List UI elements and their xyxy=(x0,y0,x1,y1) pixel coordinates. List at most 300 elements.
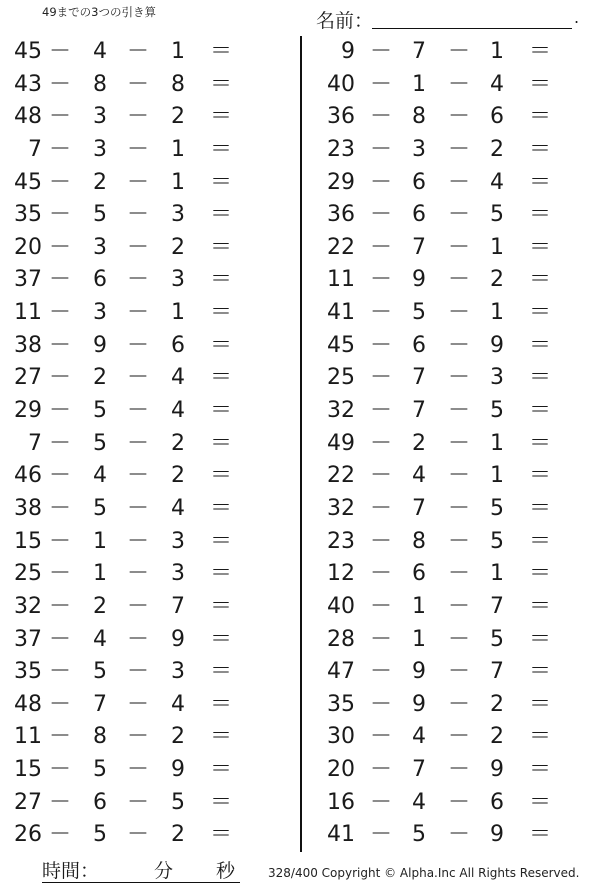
minus-sign: － xyxy=(447,365,470,391)
minus-sign: － xyxy=(48,561,71,587)
minus-sign: － xyxy=(48,300,71,326)
problem-row xyxy=(0,591,300,624)
equals-sign: ＝ xyxy=(528,724,551,750)
minus-sign: － xyxy=(48,757,71,783)
subtrahend-2: 3 xyxy=(490,365,504,391)
subtrahend-1: 3 xyxy=(93,300,107,326)
problem-row xyxy=(0,624,300,657)
subtrahend-1: 2 xyxy=(412,430,426,456)
minus-sign: － xyxy=(126,495,149,521)
minus-sign: － xyxy=(447,104,470,130)
subtrahend-2: 1 xyxy=(490,39,504,64)
subtrahend-2: 2 xyxy=(171,822,185,848)
problem-row xyxy=(303,526,600,559)
subtrahend-2: 9 xyxy=(490,822,504,848)
minus-sign: － xyxy=(447,300,470,326)
minus-sign: － xyxy=(447,593,470,619)
minuend: 7 xyxy=(28,136,42,162)
problem-row xyxy=(303,819,600,852)
subtrahend-1: 9 xyxy=(412,267,426,293)
minus-sign: － xyxy=(48,39,71,64)
subtrahend-1: 1 xyxy=(93,528,107,554)
minus-sign: － xyxy=(369,267,392,293)
minuend: 27 xyxy=(14,365,42,391)
minuend: 25 xyxy=(327,365,355,391)
subtrahend-2: 5 xyxy=(171,789,185,815)
minus-sign: － xyxy=(369,136,392,162)
minus-sign: － xyxy=(126,365,149,391)
subtrahend-2: 2 xyxy=(171,234,185,260)
subtrahend-1: 8 xyxy=(93,724,107,750)
minus-sign: － xyxy=(126,561,149,587)
equals-sign: ＝ xyxy=(209,136,232,162)
minus-sign: － xyxy=(447,626,470,652)
minuend: 46 xyxy=(14,463,42,489)
problem-row xyxy=(0,297,300,330)
subtrahend-2: 3 xyxy=(171,659,185,685)
left-problem-column xyxy=(0,36,300,852)
equals-sign: ＝ xyxy=(528,398,551,424)
equals-sign: ＝ xyxy=(528,495,551,521)
equals-sign: ＝ xyxy=(209,561,232,587)
minus-sign: － xyxy=(126,626,149,652)
minus-sign: － xyxy=(126,267,149,293)
subtrahend-1: 5 xyxy=(93,430,107,456)
subtrahend-2: 5 xyxy=(490,495,504,521)
minus-sign: － xyxy=(369,822,392,848)
minus-sign: － xyxy=(369,169,392,195)
subtrahend-2: 9 xyxy=(171,757,185,783)
equals-sign: ＝ xyxy=(528,332,551,358)
subtrahend-1: 7 xyxy=(412,365,426,391)
subtrahend-1: 7 xyxy=(412,39,426,64)
minuend: 26 xyxy=(14,822,42,848)
subtrahend-1: 1 xyxy=(93,561,107,587)
minuend: 37 xyxy=(14,267,42,293)
subtrahend-2: 5 xyxy=(490,398,504,424)
subtrahend-2: 7 xyxy=(171,593,185,619)
subtrahend-2: 3 xyxy=(171,528,185,554)
subtrahend-2: 2 xyxy=(490,691,504,717)
minus-sign: － xyxy=(126,593,149,619)
minuend: 16 xyxy=(327,789,355,815)
subtrahend-2: 9 xyxy=(490,757,504,783)
column-divider xyxy=(300,36,302,852)
minus-sign: － xyxy=(369,234,392,260)
minuend: 48 xyxy=(14,104,42,130)
equals-sign: ＝ xyxy=(528,430,551,456)
minus-sign: － xyxy=(48,822,71,848)
subtrahend-2: 2 xyxy=(171,104,185,130)
minuend: 45 xyxy=(327,332,355,358)
name-dot: . xyxy=(574,8,580,27)
minuend: 47 xyxy=(327,659,355,685)
equals-sign: ＝ xyxy=(528,71,551,97)
equals-sign: ＝ xyxy=(528,300,551,326)
minuend: 38 xyxy=(14,495,42,521)
minus-sign: － xyxy=(48,202,71,228)
minutes-label: 分 xyxy=(154,860,174,882)
minuend: 12 xyxy=(327,561,355,587)
equals-sign: ＝ xyxy=(528,757,551,783)
subtrahend-1: 4 xyxy=(93,463,107,489)
equals-sign: ＝ xyxy=(209,104,232,130)
equals-sign: ＝ xyxy=(209,71,232,97)
minus-sign: － xyxy=(126,104,149,130)
problem-row xyxy=(303,493,600,526)
problem-row xyxy=(303,428,600,461)
minus-sign: － xyxy=(447,267,470,293)
minus-sign: － xyxy=(447,561,470,587)
subtrahend-1: 3 xyxy=(412,136,426,162)
subtrahend-1: 5 xyxy=(93,202,107,228)
problem-row xyxy=(303,591,600,624)
minus-sign: － xyxy=(369,332,392,358)
subtrahend-2: 6 xyxy=(490,104,504,130)
problem-row xyxy=(0,199,300,232)
problem-row xyxy=(303,656,600,689)
subtrahend-1: 1 xyxy=(412,71,426,97)
minuend: 15 xyxy=(14,757,42,783)
minus-sign: － xyxy=(369,626,392,652)
time-label: 時間： xyxy=(42,860,100,882)
problem-row xyxy=(0,330,300,363)
minuend: 20 xyxy=(327,757,355,783)
subtrahend-2: 2 xyxy=(490,267,504,293)
subtrahend-1: 4 xyxy=(412,463,426,489)
equals-sign: ＝ xyxy=(528,136,551,162)
subtrahend-2: 1 xyxy=(490,463,504,489)
problem-row xyxy=(0,428,300,461)
equals-sign: ＝ xyxy=(528,463,551,489)
problem-row xyxy=(0,819,300,852)
minus-sign: － xyxy=(369,430,392,456)
minus-sign: － xyxy=(447,430,470,456)
minus-sign: － xyxy=(48,724,71,750)
minuend: 32 xyxy=(327,398,355,424)
seconds-label: 秒 xyxy=(216,860,236,882)
minus-sign: － xyxy=(48,659,71,685)
minuend: 40 xyxy=(327,593,355,619)
equals-sign: ＝ xyxy=(528,789,551,815)
minus-sign: － xyxy=(447,691,470,717)
minus-sign: － xyxy=(447,332,470,358)
minus-sign: － xyxy=(447,234,470,260)
subtrahend-1: 5 xyxy=(93,757,107,783)
minuend: 36 xyxy=(327,104,355,130)
equals-sign: ＝ xyxy=(209,332,232,358)
equals-sign: ＝ xyxy=(209,724,232,750)
minus-sign: － xyxy=(48,463,71,489)
subtrahend-1: 2 xyxy=(93,365,107,391)
minus-sign: － xyxy=(48,365,71,391)
problem-row xyxy=(0,264,300,297)
subtrahend-2: 2 xyxy=(171,463,185,489)
equals-sign: ＝ xyxy=(528,659,551,685)
minus-sign: － xyxy=(447,136,470,162)
minus-sign: － xyxy=(369,789,392,815)
problem-row xyxy=(303,264,600,297)
minus-sign: － xyxy=(126,528,149,554)
subtrahend-2: 2 xyxy=(490,724,504,750)
equals-sign: ＝ xyxy=(528,626,551,652)
problem-row xyxy=(303,101,600,134)
minus-sign: － xyxy=(48,398,71,424)
subtrahend-1: 4 xyxy=(93,39,107,64)
subtrahend-2: 7 xyxy=(490,593,504,619)
right-problem-column xyxy=(303,36,600,852)
minus-sign: － xyxy=(369,39,392,64)
subtrahend-2: 1 xyxy=(171,169,185,195)
equals-sign: ＝ xyxy=(528,561,551,587)
problem-row xyxy=(303,167,600,200)
subtrahend-1: 3 xyxy=(93,104,107,130)
equals-sign: ＝ xyxy=(528,822,551,848)
subtrahend-2: 6 xyxy=(490,789,504,815)
minus-sign: － xyxy=(447,528,470,554)
problem-row xyxy=(0,167,300,200)
minuend: 30 xyxy=(327,724,355,750)
equals-sign: ＝ xyxy=(209,267,232,293)
minus-sign: － xyxy=(126,430,149,456)
minus-sign: － xyxy=(369,757,392,783)
subtrahend-2: 1 xyxy=(171,300,185,326)
problem-row xyxy=(303,689,600,722)
minus-sign: － xyxy=(48,136,71,162)
minuend: 11 xyxy=(327,267,355,293)
problem-row xyxy=(303,624,600,657)
subtrahend-1: 5 xyxy=(93,495,107,521)
subtrahend-1: 5 xyxy=(93,822,107,848)
minuend: 9 xyxy=(341,39,355,64)
minus-sign: － xyxy=(126,332,149,358)
minus-sign: － xyxy=(369,104,392,130)
equals-sign: ＝ xyxy=(209,626,232,652)
subtrahend-2: 1 xyxy=(171,136,185,162)
minus-sign: － xyxy=(447,202,470,228)
equals-sign: ＝ xyxy=(209,234,232,260)
problem-row xyxy=(0,754,300,787)
problem-row xyxy=(0,69,300,102)
subtrahend-1: 8 xyxy=(93,71,107,97)
equals-sign: ＝ xyxy=(209,822,232,848)
minuend: 7 xyxy=(28,430,42,456)
problem-row xyxy=(0,493,300,526)
equals-sign: ＝ xyxy=(209,430,232,456)
minuend: 15 xyxy=(14,528,42,554)
equals-sign: ＝ xyxy=(209,789,232,815)
minus-sign: － xyxy=(126,463,149,489)
equals-sign: ＝ xyxy=(528,593,551,619)
minus-sign: － xyxy=(126,659,149,685)
minuend: 35 xyxy=(327,691,355,717)
problem-row xyxy=(303,787,600,820)
subtrahend-2: 1 xyxy=(171,39,185,64)
minuend: 35 xyxy=(14,659,42,685)
subtrahend-2: 2 xyxy=(171,724,185,750)
problem-row xyxy=(0,134,300,167)
subtrahend-2: 1 xyxy=(490,300,504,326)
problem-row xyxy=(0,395,300,428)
subtrahend-1: 8 xyxy=(412,104,426,130)
minus-sign: － xyxy=(126,169,149,195)
subtrahend-2: 6 xyxy=(171,332,185,358)
problem-row xyxy=(0,526,300,559)
subtrahend-2: 5 xyxy=(490,528,504,554)
problem-row xyxy=(303,721,600,754)
problem-row xyxy=(303,558,600,591)
minus-sign: － xyxy=(48,430,71,456)
problem-row xyxy=(0,460,300,493)
minus-sign: － xyxy=(369,202,392,228)
subtrahend-2: 9 xyxy=(171,626,185,652)
minus-sign: － xyxy=(126,300,149,326)
problem-row xyxy=(0,787,300,820)
subtrahend-2: 4 xyxy=(171,398,185,424)
minuend: 23 xyxy=(327,528,355,554)
time-field xyxy=(42,856,240,883)
equals-sign: ＝ xyxy=(209,593,232,619)
equals-sign: ＝ xyxy=(209,495,232,521)
equals-sign: ＝ xyxy=(528,365,551,391)
subtrahend-2: 4 xyxy=(490,169,504,195)
equals-sign: ＝ xyxy=(209,365,232,391)
subtrahend-1: 9 xyxy=(412,659,426,685)
equals-sign: ＝ xyxy=(209,463,232,489)
problem-row xyxy=(303,395,600,428)
minuend: 22 xyxy=(327,234,355,260)
minuend: 32 xyxy=(14,593,42,619)
minus-sign: － xyxy=(447,659,470,685)
subtrahend-1: 1 xyxy=(412,593,426,619)
subtrahend-1: 7 xyxy=(412,234,426,260)
minus-sign: － xyxy=(369,691,392,717)
minuend: 48 xyxy=(14,691,42,717)
equals-sign: ＝ xyxy=(528,528,551,554)
subtrahend-1: 6 xyxy=(412,202,426,228)
subtrahend-2: 4 xyxy=(171,691,185,717)
minuend: 25 xyxy=(14,561,42,587)
problem-row xyxy=(303,134,600,167)
minus-sign: － xyxy=(126,136,149,162)
minus-sign: － xyxy=(48,71,71,97)
minus-sign: － xyxy=(369,659,392,685)
minus-sign: － xyxy=(126,39,149,64)
equals-sign: ＝ xyxy=(209,757,232,783)
minuend: 38 xyxy=(14,332,42,358)
minus-sign: － xyxy=(369,561,392,587)
minuend: 36 xyxy=(327,202,355,228)
subtrahend-1: 3 xyxy=(93,136,107,162)
minus-sign: － xyxy=(369,300,392,326)
equals-sign: ＝ xyxy=(209,659,232,685)
subtrahend-1: 1 xyxy=(412,626,426,652)
subtrahend-1: 5 xyxy=(412,300,426,326)
minus-sign: － xyxy=(369,398,392,424)
equals-sign: ＝ xyxy=(528,267,551,293)
minuend: 11 xyxy=(14,724,42,750)
subtrahend-1: 3 xyxy=(93,234,107,260)
minus-sign: － xyxy=(369,528,392,554)
subtrahend-1: 7 xyxy=(412,495,426,521)
minus-sign: － xyxy=(447,398,470,424)
subtrahend-1: 5 xyxy=(412,822,426,848)
name-label: 名前： xyxy=(316,10,374,32)
problem-row xyxy=(0,36,300,69)
minus-sign: － xyxy=(48,104,71,130)
problem-row xyxy=(303,36,600,69)
problem-row xyxy=(303,754,600,787)
problem-row xyxy=(303,297,600,330)
minuend: 32 xyxy=(327,495,355,521)
subtrahend-1: 6 xyxy=(412,561,426,587)
problem-row xyxy=(0,558,300,591)
minuend: 45 xyxy=(14,39,42,64)
problem-row xyxy=(303,232,600,265)
minus-sign: － xyxy=(126,234,149,260)
equals-sign: ＝ xyxy=(528,104,551,130)
minuend: 29 xyxy=(14,398,42,424)
minuend: 20 xyxy=(14,234,42,260)
problem-row xyxy=(0,689,300,722)
problem-row xyxy=(303,199,600,232)
minuend: 43 xyxy=(14,71,42,97)
subtrahend-1: 9 xyxy=(412,691,426,717)
minuend: 49 xyxy=(327,430,355,456)
minuend: 11 xyxy=(14,300,42,326)
minus-sign: － xyxy=(48,234,71,260)
subtrahend-1: 5 xyxy=(93,659,107,685)
subtrahend-1: 7 xyxy=(412,757,426,783)
subtrahend-2: 1 xyxy=(490,430,504,456)
minus-sign: － xyxy=(369,593,392,619)
minus-sign: － xyxy=(447,495,470,521)
equals-sign: ＝ xyxy=(209,398,232,424)
minus-sign: － xyxy=(447,463,470,489)
minus-sign: － xyxy=(126,724,149,750)
minuend: 37 xyxy=(14,626,42,652)
minus-sign: － xyxy=(126,822,149,848)
name-field xyxy=(316,6,586,30)
minuend: 27 xyxy=(14,789,42,815)
subtrahend-1: 2 xyxy=(93,169,107,195)
subtrahend-1: 6 xyxy=(412,169,426,195)
subtrahend-2: 4 xyxy=(490,71,504,97)
problem-row xyxy=(0,721,300,754)
equals-sign: ＝ xyxy=(209,169,232,195)
minus-sign: － xyxy=(369,463,392,489)
copyright-text: 328/400 Copyright © Alpha.Inc All Rights Reserved. xyxy=(268,866,580,880)
minus-sign: － xyxy=(48,267,71,293)
subtrahend-2: 8 xyxy=(171,71,185,97)
minus-sign: － xyxy=(126,789,149,815)
worksheet-title: 49までの3つの引き算 xyxy=(42,5,156,19)
minus-sign: － xyxy=(447,39,470,64)
minus-sign: － xyxy=(369,495,392,521)
problem-row xyxy=(303,330,600,363)
minus-sign: － xyxy=(48,789,71,815)
subtrahend-2: 1 xyxy=(490,561,504,587)
equals-sign: ＝ xyxy=(209,202,232,228)
minus-sign: － xyxy=(48,169,71,195)
minuend: 41 xyxy=(327,300,355,326)
minuend: 40 xyxy=(327,71,355,97)
equals-sign: ＝ xyxy=(209,691,232,717)
minus-sign: － xyxy=(447,822,470,848)
equals-sign: ＝ xyxy=(528,169,551,195)
subtrahend-2: 7 xyxy=(490,659,504,685)
problem-row xyxy=(0,232,300,265)
